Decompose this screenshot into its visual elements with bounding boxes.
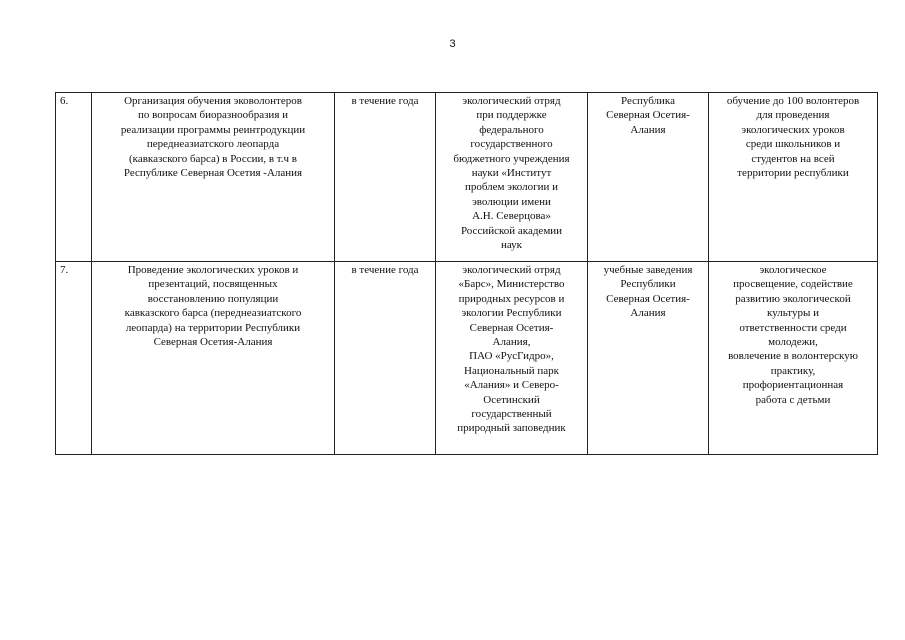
term-cell: в течение года <box>335 262 436 455</box>
executors-cell: экологический отряд «Барс», Министерство природных ресурсов и экологии Республики Северная Осетия- Алания, ПАО «РусГидро», Национальный парк «Алания» и Северо- Осетинский государственный природный заповедник <box>436 262 588 455</box>
table-row <box>56 262 878 455</box>
row-number-cell: 7. <box>56 262 92 455</box>
result-cell: экологическое просвещение, содействие развитию экологической культуры и ответственности среди молодежи, вовлечение в волонтерскую практику, профориентационная работа с детьми <box>709 262 878 455</box>
events-table <box>55 92 878 455</box>
event-cell: Проведение экологических уроков и презентаций, посвященных восстановлению популяции кавказского барса (переднеазиатского леопарда) на территории Республики Северная Осетия-Алания <box>92 262 335 455</box>
term-cell: в течение года <box>335 93 436 262</box>
location-cell: учебные заведения Республики Северная Осетия- Алания <box>588 262 709 455</box>
executors-cell: экологический отряд при поддержке федерального государственного бюджетного учреждения науки «Институт проблем экологии и эволюции имени А.Н. Северцова» Российской академии наук <box>436 93 588 262</box>
table-row <box>56 93 878 262</box>
event-cell: Организация обучения эковолонтеров по вопросам биоразнообразия и реализации программы реинтродукции переднеазиатского леопарда (кавказского барса) в России, в т.ч в Республике Северная Осетия -Алания <box>92 93 335 262</box>
location-cell: Республика Северная Осетия- Алания <box>588 93 709 262</box>
result-cell: обучение до 100 волонтеров для проведения экологических уроков среди школьников и студентов на всей территории республики <box>709 93 878 262</box>
page-number: 3 <box>449 38 456 50</box>
row-number-cell: 6. <box>56 93 92 262</box>
